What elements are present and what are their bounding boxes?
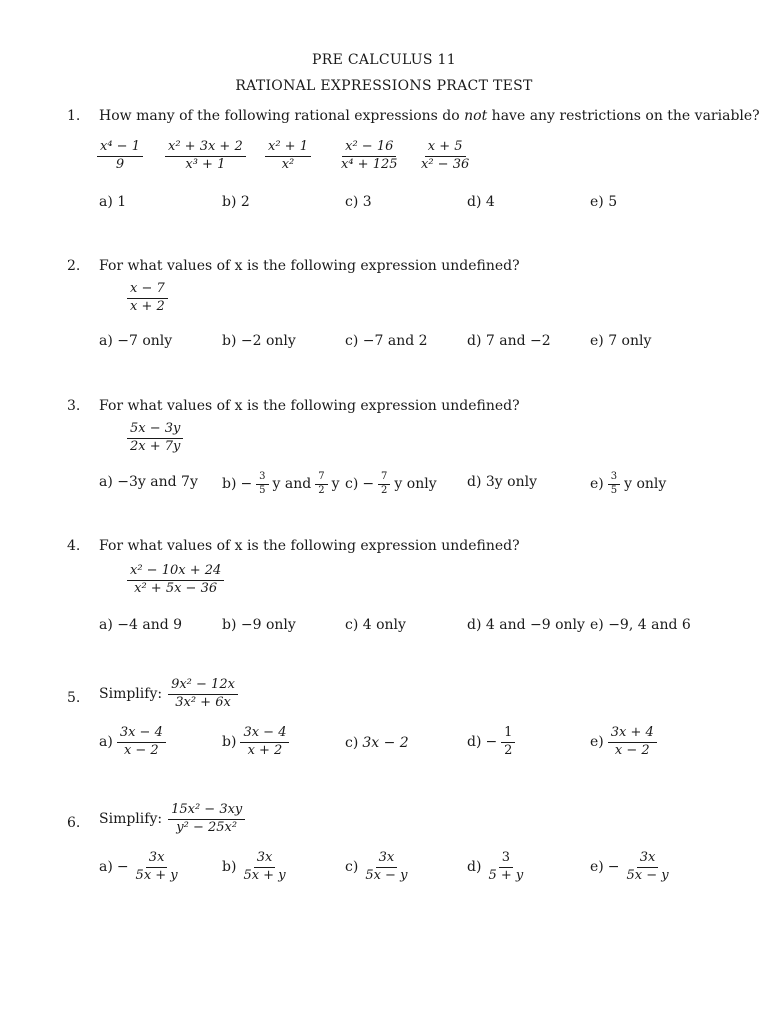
q1-expression-2: $\frac{\text{x² + 3x + 2}}{\text{x³ + 1}}$ [165,140,246,173]
q6-option-d[interactable]: d) $\frac{3}{5 + y}$ [467,850,524,883]
q3-option-d[interactable]: d) 3y only [467,474,537,490]
q2-option-b[interactable]: b) −2 only [222,333,296,349]
q5-option-b[interactable]: b) $\frac{3x - 4}{x + 2}$ [222,726,289,759]
q2-expression: $\frac{x - 7}{x + 2}$ [127,282,168,315]
question-6-prompt: Simplify: $\frac{\text{15x² − 3xy}}{\text{y² − 25x²}}$ [99,803,245,836]
q3-option-c[interactable]: c) − $\frac{7}{2}$ y only [345,471,437,496]
question-5-number: 5. [67,690,81,706]
q1-expression-5: $\frac{x + 5}{\text{x² − 36}}$ [421,139,470,172]
q4-expression: $\frac{\text{x² − 10x + 24}}{\text{x² + 5x − 36}}$ [127,564,224,597]
question-3-text: For what values of x is the following expression undefined? [99,398,520,414]
q1-option-c[interactable]: c) 3 [345,194,372,210]
q4-option-a[interactable]: a) −4 and 9 [99,617,183,633]
q3-option-e[interactable]: e) $\frac{3}{5}$ y only [590,471,667,496]
q6-option-e[interactable]: e) − $\frac{3x}{5x - y}$ [590,850,669,883]
q2-option-c[interactable]: c) −7 and 2 [345,333,428,349]
q2-option-e[interactable]: e) 7 only [590,333,652,349]
q2-option-d[interactable]: d) 7 and −2 [467,333,551,349]
question-2-number: 2. [67,258,81,274]
question-4-text: For what values of x is the following expression undefined? [99,538,520,554]
course-title: PRE CALCULUS 11 [312,52,456,68]
q3-option-b[interactable]: b) − $\frac{3}{5}$ y and $\frac{7}{2}$ y [222,471,340,496]
q6-option-b[interactable]: b) $\frac{3x}{5x + y}$ [222,850,286,883]
q5-option-a[interactable]: a) $\frac{3x - 4}{x - 2}$ [99,726,166,759]
question-1-text: How many of the following rational expressions do not have any restrictions on the variable? [99,108,760,124]
q1-option-d[interactable]: d) 4 [467,194,495,210]
q4-option-b[interactable]: b) −9 only [222,617,296,633]
q6-option-a[interactable]: a) − $\frac{3x}{5x + y}$ [99,850,178,883]
q4-option-c[interactable]: c) 4 only [345,617,406,633]
q5-option-d[interactable]: d) − $\frac{1}{2}$ [467,726,515,759]
emphasis-not: not [464,108,488,124]
q5-option-e[interactable]: e) $\frac{3x + 4}{x - 2}$ [590,726,657,759]
question-5-prompt: Simplify: $\frac{\text{9x² − 12x}}{\text{3x² + 6x}}$ [99,678,238,711]
q1-option-b[interactable]: b) 2 [222,194,250,210]
q1-expression-3: $\frac{\text{x² + 1}}{\text{x²}}$ [265,140,311,173]
q5-option-c[interactable]: c) 3x − 2 [345,735,409,751]
q6-option-c[interactable]: c) $\frac{3x}{5x - y}$ [345,850,408,883]
question-4-number: 4. [67,538,81,554]
q2-option-a[interactable]: a) −7 only [99,333,173,349]
test-title: RATIONAL EXPRESSIONS PRACT TEST [235,78,533,94]
q3-expression: $\frac{5x - 3y}{2x + 7y}$ [127,422,183,455]
q1-option-e[interactable]: e) 5 [590,194,618,210]
q3-option-a[interactable]: a) −3y and 7y [99,474,198,490]
q1-option-a[interactable]: a) 1 [99,194,127,210]
q1-expression-4: $\frac{\text{x² − 16}}{\text{x⁴ + 125}}$ [341,139,398,172]
question-6-number: 6. [67,815,81,831]
q1-expression-1: $\frac{\text{x⁴ − 1}}{9}$ [97,140,143,173]
question-3-number: 3. [67,398,81,414]
q4-option-d[interactable]: d) 4 and −9 only [467,617,585,633]
question-2-text: For what values of x is the following expression undefined? [99,258,520,274]
q4-option-e[interactable]: e) −9, 4 and 6 [590,617,691,633]
question-1-number: 1. [67,108,81,124]
